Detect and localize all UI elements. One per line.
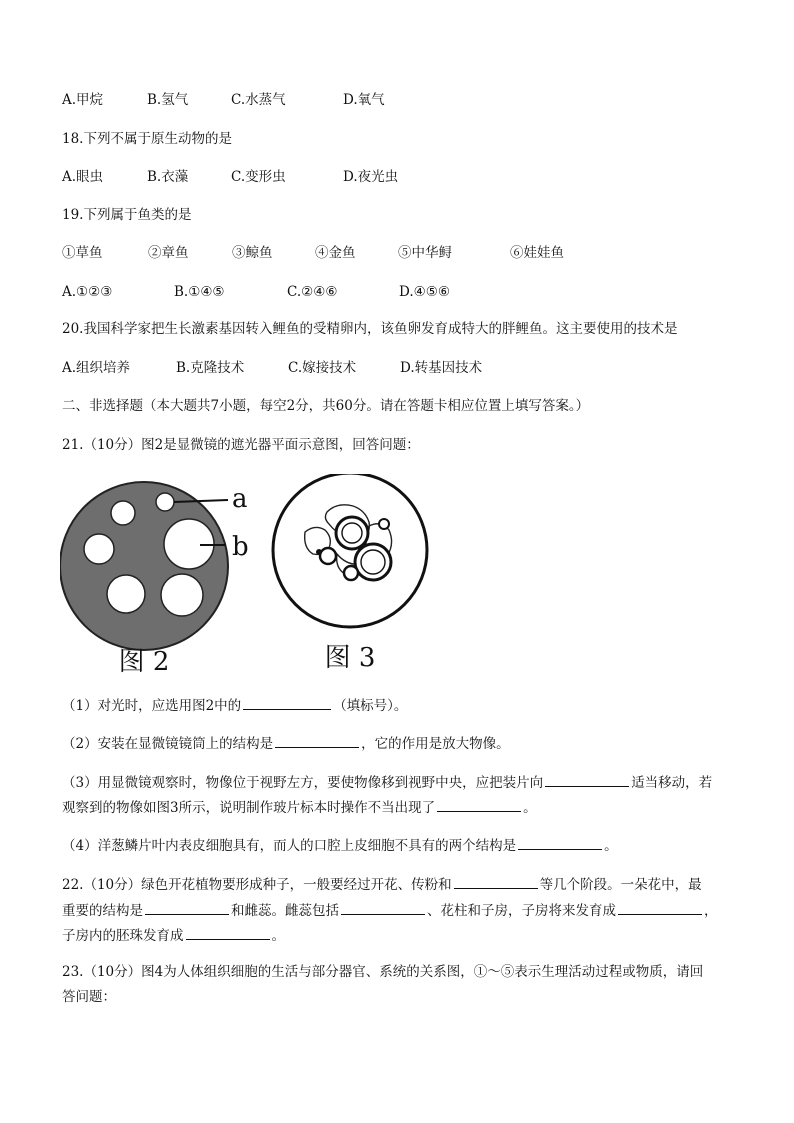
figure-2-caption: 图 2	[118, 647, 170, 677]
q17-option-c: C.水蒸气	[231, 92, 286, 108]
q21-part-3-line-2	[62, 797, 537, 817]
q19-item-3: ③鲸鱼	[232, 245, 273, 261]
q19-item-6: ⑥娃娃鱼	[510, 245, 564, 261]
q18-option-c: C.变形虫	[231, 169, 286, 185]
q21-part-3-text: （3）用显微镜观察时，物像位于视野左方，要使物像移到视野中央，应把装片向	[62, 775, 544, 791]
q22-text-5: 、花柱和子房，子房将来发育成	[427, 903, 616, 919]
q21-part-3-suffix-2: 。	[523, 800, 537, 816]
q21-part-2-text: （2）安装在显微镜镜筒上的结构是	[62, 736, 274, 752]
q21-part-3-text-2: 观察到的物像如图3所示，说明制作玻片标本时操作不当出现了	[62, 800, 436, 816]
q22-text-3: 重要的结构是	[62, 903, 143, 919]
figure-3-field-of-view	[265, 474, 440, 674]
q21-part-1-text: （1）对光时，应选用图2中的	[62, 698, 242, 714]
q22-text-4: 和雌蕊。雌蕊包括	[231, 903, 339, 919]
q18-option-b: B.衣藻	[147, 169, 189, 185]
q17-option-a: A.甲烷	[62, 92, 104, 108]
q19-option-b: B.①④⑤	[174, 284, 225, 300]
answer-blank[interactable]	[186, 925, 270, 940]
answer-blank[interactable]	[518, 835, 602, 850]
answer-blank[interactable]	[145, 900, 229, 915]
q19-item-2: ②章鱼	[148, 245, 189, 261]
q19-option-d: D.④⑤⑥	[399, 284, 450, 300]
q19-item-1: ①草鱼	[62, 245, 103, 261]
q18-option-a: A.眼虫	[62, 169, 104, 185]
q19-item-4: ④金鱼	[315, 245, 356, 261]
q21-part-3-suffix: 适当移动，若	[631, 775, 713, 791]
figure-2-diaphragm	[60, 478, 275, 678]
q22-text-8: 。	[271, 928, 285, 944]
answer-blank[interactable]	[437, 797, 521, 812]
q17-option-d: D.氧气	[343, 92, 385, 108]
q19-option-c: C.②④⑥	[287, 284, 338, 300]
answer-blank[interactable]	[618, 900, 702, 915]
q18-stem: 18.下列不属于原生动物的是	[62, 131, 232, 147]
q20-option-b: B.克隆技术	[176, 360, 245, 376]
q22-text-1: 22.（10分）绿色开花植物要形成种子，一般要经过开花、传粉和	[62, 877, 452, 893]
label-a: a	[232, 484, 248, 514]
q20-option-c: C.嫁接技术	[288, 360, 357, 376]
q21-part-2	[62, 733, 510, 753]
answer-blank[interactable]	[243, 695, 331, 710]
q22-line-2	[62, 900, 718, 920]
q23-line-1: 23.（10分）图4为人体组织细胞的生活与部分器官、系统的关系图，①～⑤表示生理活动过程或物质，请回	[62, 964, 704, 980]
q21-part-4-suffix: 。	[604, 838, 618, 854]
answer-blank[interactable]	[275, 733, 359, 748]
q22-text-6: ，	[704, 903, 718, 919]
q23-line-2: 答问题：	[62, 989, 116, 1005]
figure-3-caption: 图 3	[324, 643, 376, 673]
q22-line-3	[62, 925, 285, 945]
answer-blank[interactable]	[454, 874, 538, 889]
section-heading: 二、非选择题（本大题共7小题，每空2分，共60分。请在答题卡相应位置上填写答案。）	[62, 398, 590, 414]
answer-blank[interactable]	[545, 772, 629, 787]
q19-option-a: A.①②③	[62, 284, 113, 300]
q20-option-d: D.转基因技术	[400, 360, 483, 376]
q21-part-4-text: （4）洋葱鳞片叶内表皮细胞具有，而人的口腔上皮细胞不具有的两个结构是	[62, 838, 517, 854]
q20-stem: 20.我国科学家把生长激素基因转入鲤鱼的受精卵内，该鱼卵发育成特大的胖鲤鱼。这主要使用的技术是	[62, 321, 678, 337]
q20-option-a: A.组织培养	[62, 360, 131, 376]
answer-blank[interactable]	[341, 900, 425, 915]
q22-text-2: 等几个阶段。一朵花中，最	[539, 877, 702, 893]
q21-part-1-suffix: （填标号）。	[333, 698, 408, 714]
q21-part-4	[62, 835, 618, 855]
q22-text-7: 子房内的胚珠发育成	[62, 928, 184, 944]
q18-option-d: D.夜光虫	[343, 169, 399, 185]
q21-part-2-suffix: ，它的作用是放大物像。	[361, 736, 510, 752]
q21-part-1	[62, 695, 407, 715]
q22-line-1	[62, 874, 702, 894]
q19-stem: 19.下列属于鱼类的是	[62, 207, 192, 223]
q21-part-3-line-1	[62, 772, 712, 792]
label-b: b	[232, 532, 249, 562]
q17-option-b: B.氢气	[147, 92, 189, 108]
q19-item-5: ⑤中华鲟	[398, 245, 452, 261]
q21-stem: 21.（10分）图2是显微镜的遮光器平面示意图，回答问题：	[62, 437, 420, 453]
